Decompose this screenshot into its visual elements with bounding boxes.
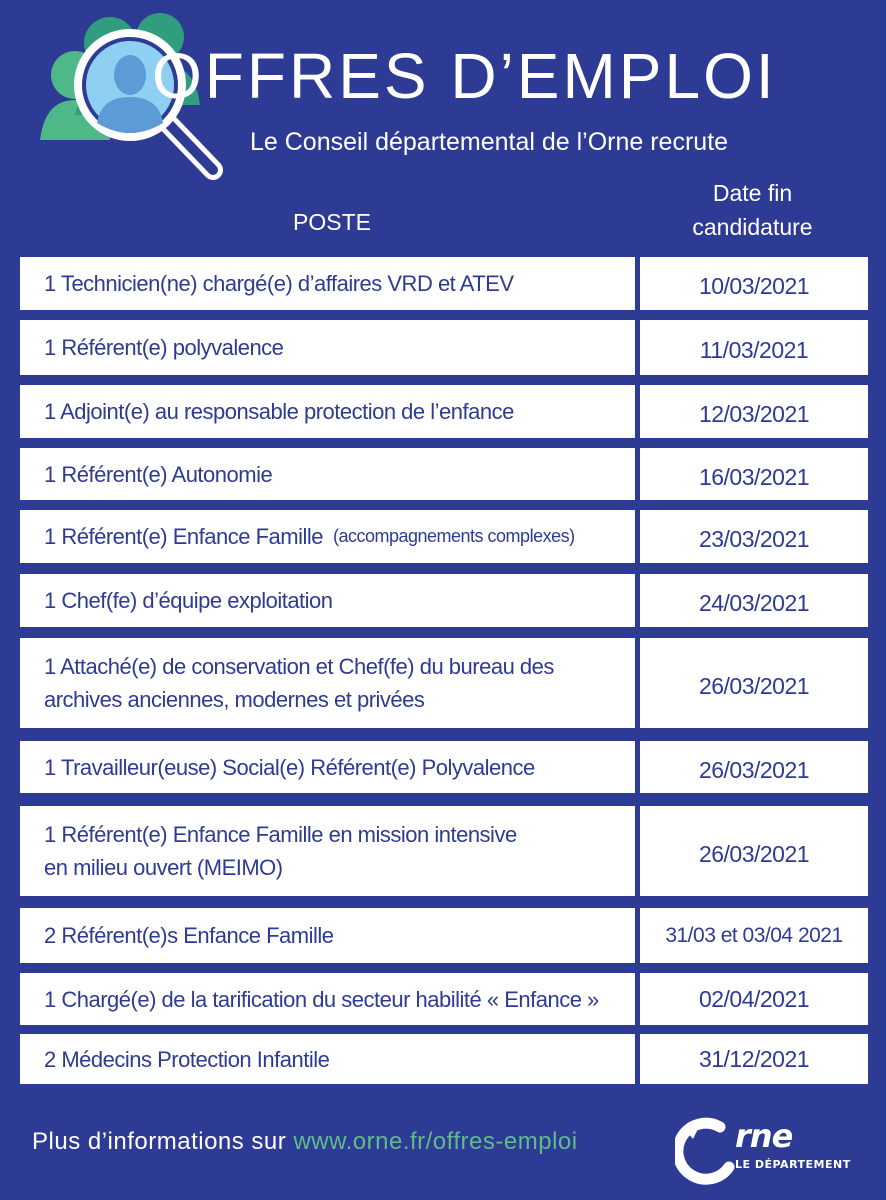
table-row-poste: 1 Référent(e) polyvalence xyxy=(20,320,635,375)
table-row-date: 26/03/2021 xyxy=(640,806,868,896)
orne-logo-subtitle: LE DÉPARTEMENT xyxy=(735,1158,851,1171)
table-row-poste-line1: 1 Attaché(e) de conservation et Chef(fe) du bureau des xyxy=(44,654,554,679)
footer-info-prefix: Plus d’informations sur xyxy=(32,1128,294,1155)
table-row-date: 10/03/2021 xyxy=(640,257,868,310)
table-row-poste: 2 Référent(e)s Enfance Famille xyxy=(20,908,635,963)
column-header-date xyxy=(660,176,845,244)
page-title: OFFRES D’EMPLOI xyxy=(152,40,777,112)
footer-url-link[interactable]: www.orne.fr/offres-emploi xyxy=(293,1128,578,1155)
table-row-poste: 1 Adjoint(e) au responsable protection de l’enfance xyxy=(20,385,635,438)
table-row-date: 02/04/2021 xyxy=(640,973,868,1025)
column-header-date-line2: candidature xyxy=(692,214,813,240)
column-header-date-line1: Date fin xyxy=(712,180,793,206)
table-row-date: 11/03/2021 xyxy=(640,320,868,375)
table-row-poste-line2: en milieu ouvert (MEIMO) xyxy=(44,855,283,880)
table-row-date: 16/03/2021 xyxy=(640,448,868,500)
table-row-poste-line2: archives anciennes, modernes et privées xyxy=(44,687,425,712)
table-row-poste-note: (accompagnements complexes) xyxy=(332,526,575,546)
table-row-poste: 2 Médecins Protection Infantile xyxy=(20,1034,635,1084)
column-header-poste: POSTE xyxy=(293,209,371,235)
table-row-date: 31/12/2021 xyxy=(640,1034,868,1084)
table-row-poste: 1 Référent(e) Autonomie xyxy=(20,448,635,500)
table-row-date: 26/03/2021 xyxy=(640,638,868,728)
table-row-date: 24/03/2021 xyxy=(640,574,868,627)
table-row-date: 12/03/2021 xyxy=(640,385,868,438)
orne-logo-word: rne xyxy=(735,1117,793,1155)
table-row-poste: 1 Technicien(ne) chargé(e) d’affaires VRD et ATEV xyxy=(20,257,635,310)
table-row-poste-line1: 1 Référent(e) Enfance Famille en mission intensive xyxy=(44,822,517,847)
page-subtitle: Le Conseil départemental de l’Orne recrute xyxy=(250,128,729,156)
header xyxy=(0,0,886,180)
table-row-poste xyxy=(20,806,635,896)
table-row-poste: 1 Travailleur(euse) Social(e) Référent(e) Polyvalence xyxy=(20,741,635,793)
table-row-date: 23/03/2021 xyxy=(640,510,868,563)
table-row-poste xyxy=(20,638,635,728)
footer-info xyxy=(32,1128,578,1156)
table-row-poste-text: 1 Référent(e) Enfance Famille xyxy=(44,524,323,549)
table-row-poste xyxy=(20,510,635,563)
table-row-poste: 1 Chargé(e) de la tarification du secteur habilité « Enfance » xyxy=(20,973,635,1025)
table-row-poste: 1 Chef(fe) d’équipe exploitation xyxy=(20,574,635,627)
table-row-date: 26/03/2021 xyxy=(640,741,868,793)
table-row-date: 31/03 et 03/04 2021 xyxy=(640,908,868,963)
